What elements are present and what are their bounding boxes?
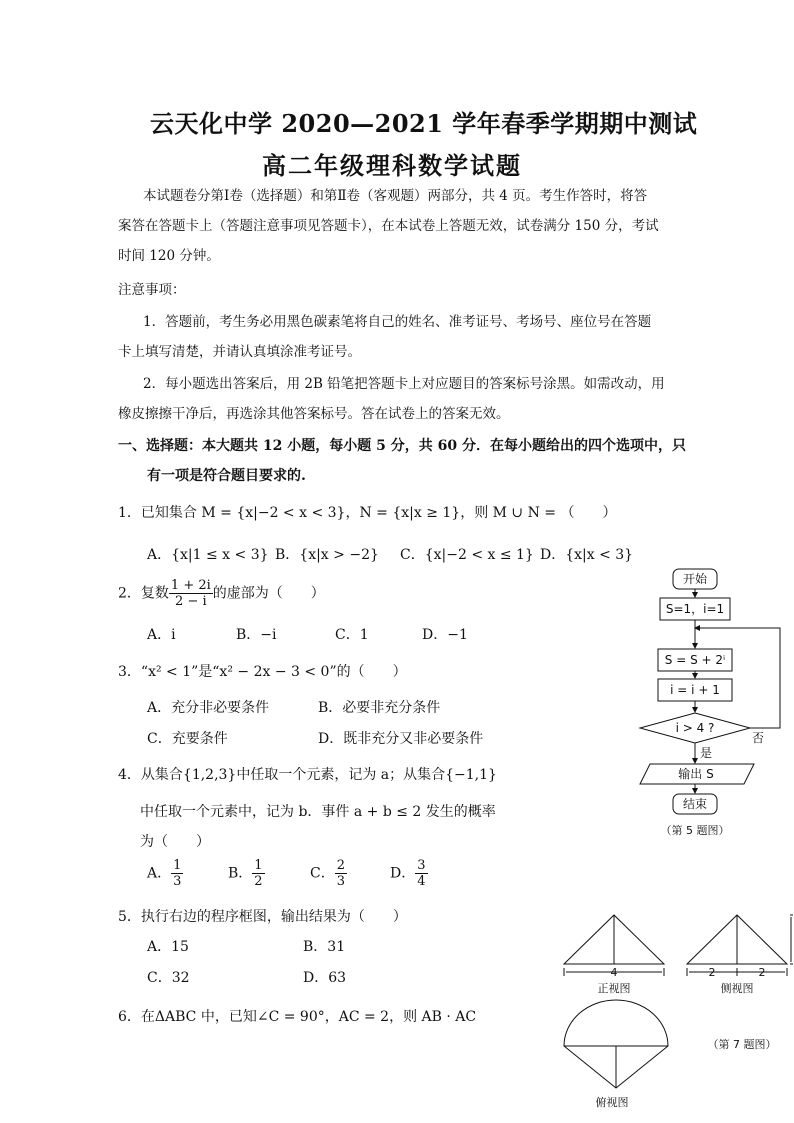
option-b-denominator: 2: [254, 874, 263, 889]
option-c-denominator: 3: [336, 874, 345, 889]
note-2-line-1: 2．每小题选出答案后，用 2B 铅笔把答题卡上对应题目的答案标号涂黑。如需改动，用: [143, 376, 665, 392]
flowchart-figure: [620, 560, 794, 845]
question-5-option-b: B．31: [303, 939, 346, 955]
question-3-option-a: A．充分非必要条件: [147, 700, 270, 716]
question-2-fraction: [169, 578, 213, 609]
question-2-stem: [118, 578, 325, 609]
question-3-option-b: B．必要非充分条件: [318, 700, 441, 716]
flow-end-label: 结束: [682, 797, 708, 811]
intro-line-3: 时间 120 分钟。: [118, 248, 220, 264]
views-caption: （第 7 题图）: [707, 1038, 777, 1051]
notes-heading: 注意事项：: [118, 282, 186, 298]
question-1-option-c: C．{x|−2 < x ≤ 1}: [400, 547, 534, 563]
intro-line-2: 案答在答题卡上（答题注意事项见答题卡），在本试卷上答题无效，试卷满分 150 分，考试: [118, 218, 659, 234]
flow-step2-label: i = i + 1: [670, 683, 720, 697]
question-3-stem: 3．“x² < 1”是“x² − 2x − 3 < 0”的（ ）: [118, 664, 407, 680]
option-b-numerator: 1: [254, 858, 263, 873]
question-4-option-c: [310, 858, 347, 889]
question-2-denominator: 2 − i: [175, 594, 207, 609]
option-a-label: A．: [147, 865, 172, 882]
option-d-fraction: [415, 858, 427, 889]
flow-init-label: S=1，i=1: [665, 602, 725, 616]
question-2-suffix: 的虚部为（ ）: [212, 585, 325, 602]
question-5-option-a: A．15: [147, 939, 189, 955]
flow-start-label: 开始: [682, 572, 708, 586]
flow-no-label: 否: [751, 731, 765, 745]
question-2-option-d: D．−1: [422, 627, 468, 643]
front-width-label: 4: [610, 966, 618, 979]
question-5-option-c: C．32: [147, 970, 190, 986]
option-b-fraction: [252, 858, 264, 889]
question-3-option-d: D．既非充分又非必要条件: [318, 731, 484, 747]
flow-step1-label: S = S + 2ⁱ: [664, 653, 726, 667]
question-1-option-d: D．{x|x < 3}: [540, 547, 634, 563]
side-view-label: 侧视图: [720, 982, 754, 995]
option-a-fraction: [171, 858, 183, 889]
exam-subtitle: 高二年级理科数学试题: [262, 151, 522, 180]
option-d-label: D．: [390, 865, 416, 882]
note-1-line-1: 1．答题前，考生务必用黑色碳素笔将自己的姓名、准考证号、考场号、座位号在答题: [143, 314, 652, 330]
question-1-option-b: B．{x|x > −2}: [275, 547, 379, 563]
exam-title: 云天化中学 2020—2021 学年春季学期期中测试: [150, 109, 698, 138]
flow-caption: （第 5 题图）: [660, 824, 730, 837]
side-view: [687, 915, 793, 976]
option-a-numerator: 1: [173, 858, 182, 873]
top-view-label: 俯视图: [595, 1096, 629, 1109]
option-c-numerator: 2: [336, 858, 345, 873]
option-d-denominator: 4: [417, 874, 426, 889]
option-b-label: B．: [228, 865, 253, 882]
intro-line-1: 本试题卷分第Ⅰ卷（选择题）和第Ⅱ卷（客观题）两部分，共 4 页。考生作答时，将答: [143, 188, 648, 204]
note-2-line-2: 橡皮擦擦干净后，再选涂其他答案标号。答在试卷上的答案无效。: [118, 406, 510, 422]
top-view: [564, 1000, 668, 1088]
front-view-label: 正视图: [597, 982, 631, 995]
question-5-option-d: D．63: [303, 970, 347, 986]
question-2-option-a: A．i: [147, 627, 176, 643]
question-1-stem: 1．已知集合 M = {x|−2 < x < 3}，N = {x|x ≥ 1}，则 M ∪ N = （ ）: [118, 505, 617, 521]
flow-output-label: 输出 S: [678, 767, 714, 781]
question-1-option-a: A．{x|1 ≤ x < 3}: [147, 547, 269, 563]
side-left-label: 2: [708, 966, 716, 979]
three-views-figure: [556, 908, 794, 1113]
question-4-line-1: 4．从集合{1,2,3}中任取一个元素，记为 a；从集合{−1,1}: [118, 767, 497, 783]
question-4-option-b: [228, 858, 265, 889]
question-2-prefix: 2．复数: [118, 585, 169, 602]
question-4-option-a: [147, 858, 183, 889]
option-d-numerator: 3: [417, 858, 426, 873]
side-right-label: 2: [758, 966, 766, 979]
section-heading-line-1: 一、选择题：本大题共 12 小题，每小题 5 分，共 60 分．在每小题给出的四个选项中，只: [118, 438, 686, 454]
question-2-numerator: 1 + 2i: [170, 578, 211, 593]
flow-yes-label: 是: [699, 746, 713, 760]
option-c-fraction: [335, 858, 347, 889]
section-heading-line-2: 有一项是符合题目要求的.: [147, 468, 306, 484]
option-a-denominator: 3: [173, 874, 182, 889]
question-4-line-3: 为（ ）: [140, 834, 210, 850]
question-3-option-c: C．充要条件: [147, 731, 228, 747]
question-2-option-c: C．1: [335, 627, 369, 643]
question-4-option-d: [390, 858, 428, 889]
option-c-label: C．: [310, 865, 335, 882]
note-1-line-2: 卡上填写清楚，并请认真填涂准考证号。: [118, 344, 361, 360]
question-6-stem: 6．在ΔABC 中，已知∠C = 90°，AC = 2，则 AB · AC: [118, 1009, 477, 1025]
flow-condition-label: i > 4 ?: [675, 721, 715, 735]
question-4-line-2: 中任取一个元素中，记为 b．事件 a + b ≤ 2 发生的概率: [140, 804, 496, 820]
question-5-stem: 5．执行右边的程序框图，输出结果为（ ）: [118, 909, 407, 925]
question-2-option-b: B．−i: [236, 627, 277, 643]
